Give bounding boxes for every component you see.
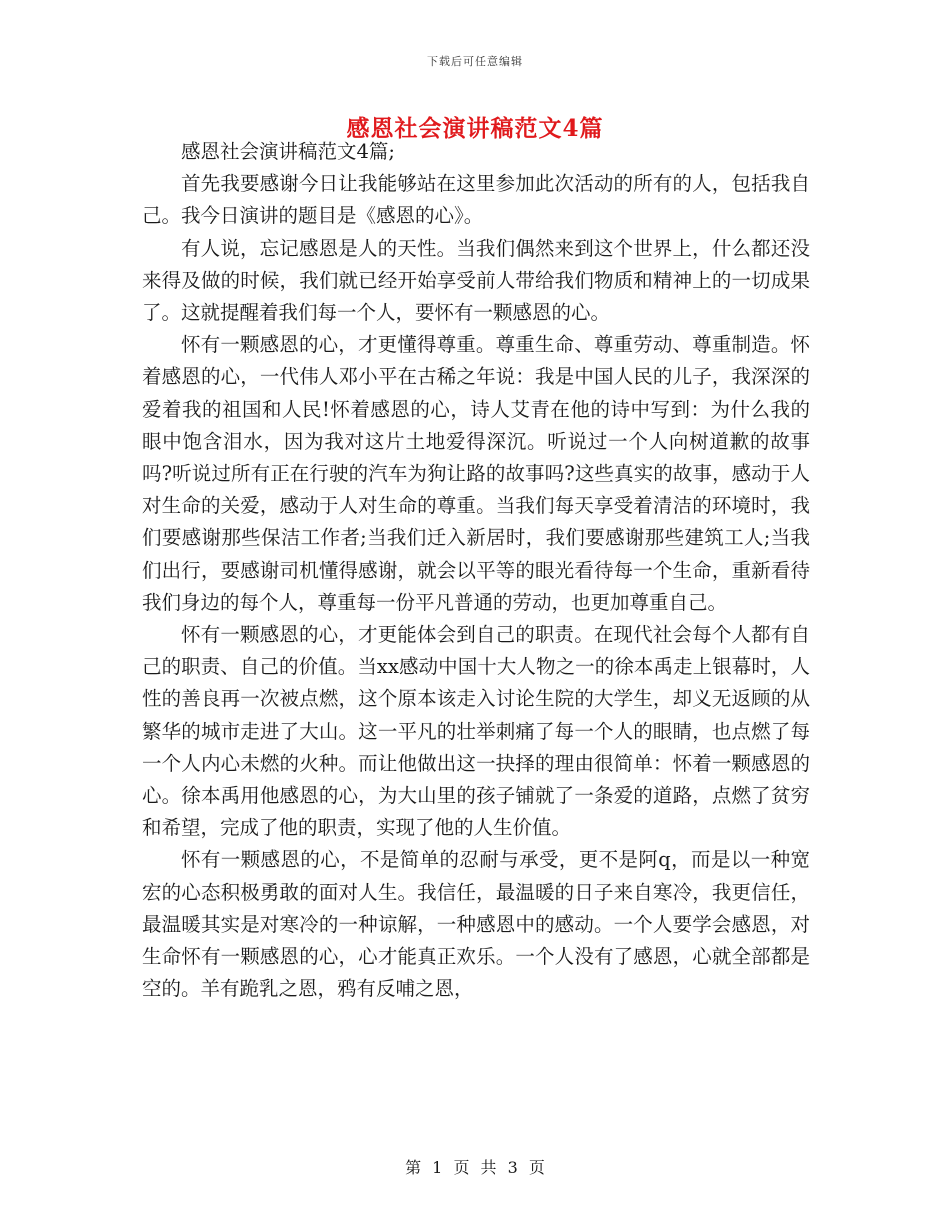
page-header-note: 下载后可任意编辑	[427, 55, 523, 68]
paragraph-gratitude-nature: 有人说，忘记感恩是人的天性。当我们偶然来到这个世界上，什么都还没来得及做的时候，我们就已经开始享受前人带给我们物质和精神上的一切成果了。这就提醒着我们每一个人，要怀有一颗感恩的心。	[142, 236, 810, 325]
paragraph-intro: 感恩社会演讲稿范文4篇;	[181, 140, 395, 163]
document-title: 感恩社会演讲稿范文4篇	[346, 115, 604, 142]
document-body	[142, 136, 810, 1005]
paragraph-respect: 怀有一颗感恩的心，才更懂得尊重。尊重生命、尊重劳动、尊重制造。怀着感恩的心，一代伟人邓小平在古稀之年说：我是中国人民的儿子，我深深的爱着我的祖国和人民!怀着感恩的心，诗人艾青在他的诗中写到：为什么我的眼中饱含泪水，因为我对这片土地爱得深沉。听说过一个人向树道歉的故事吗?听说过所有正在行驶的汽车为狗让路的故事吗?这些真实的故事，感动于人对生命的关爱，感动于人对生命的尊重。当我们每天享受着清洁的环境时，我们要感谢那些保洁工作者;当我们迁入新居时，我们要感谢那些建筑工人;当我们出行，要感谢司机懂得感谢，就会以平等的眼光看待每一个生命，重新看待我们身边的每个人，尊重每一份平凡普通的劳动，也更加尊重自己。	[142, 333, 810, 614]
paragraph-attitude: 怀有一颗感恩的心，不是简单的忍耐与承受，更不是阿q，而是以一种宽宏的心态积极勇敢的面对人生。我信任，最温暖的日子来自寒冷，我更信任，最温暖其实是对寒冷的一种谅解，一种感恩中的感动。一个人要学会感恩，对生命怀有一颗感恩的心，心才能真正欢乐。一个人没有了感恩，心就全部都是空的。羊有跪乳之恩，鸦有反哺之恩，	[142, 848, 810, 1001]
page-footer: 第 1 页 共 3 页	[405, 1158, 545, 1177]
paragraph-thanks: 首先我要感谢今日让我能够站在这里参加此次活动的所有的人，包括我自己。我今日演讲的题目是《感恩的心》。	[142, 172, 810, 228]
paragraph-responsibility: 怀有一颗感恩的心，才更能体会到自己的职责。在现代社会每个人都有自己的职责、自己的价值。当xx感动中国十大人物之一的徐本禹走上银幕时，人性的善良再一次被点燃，这个原本该走入讨论生院的大学生，却义无返顾的从繁华的城市走进了大山。这一平凡的壮举刺痛了每一个人的眼睛，也点燃了每一个人内心未燃的火种。而让他做出这一抉择的理由很简单：怀着一颗感恩的心。徐本禹用他感恩的心，为大山里的孩子铺就了一条爱的道路，点燃了贫穷和希望，完成了他的职责，实现了他的人生价值。	[142, 623, 810, 840]
